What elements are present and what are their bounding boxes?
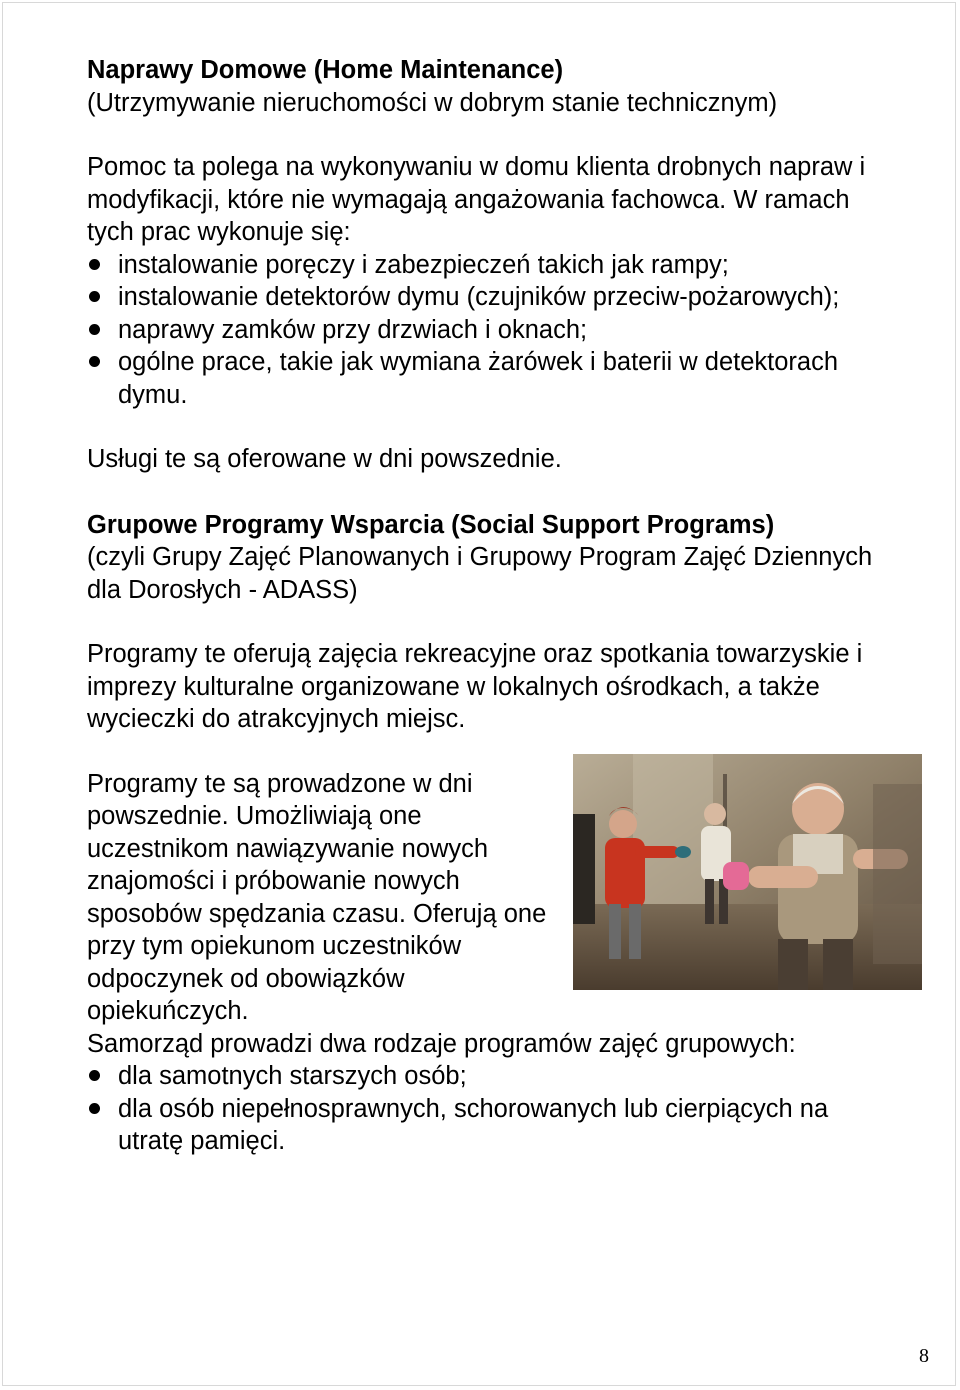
bullet-icon [89, 356, 100, 367]
bullet-icon [89, 324, 100, 335]
bullet-icon [89, 1103, 100, 1114]
list-item: instalowanie detektorów dymu (czujników przeciw-pożarowych); [87, 281, 887, 314]
home-maintenance-availability: Usługi te są oferowane w dni powszednie. [87, 445, 562, 473]
list-item: instalowanie poręczy i zabezpieczeń takich jak rampy; [87, 249, 887, 282]
program-types-intro: Samorząd prowadzi dwa rodzaje programów zajęć grupowych: [87, 1029, 796, 1058]
section-title-home-maintenance: Naprawy Domowe (Home Maintenance) [87, 56, 564, 84]
bullet-icon [89, 1070, 100, 1081]
page-number: 8 [919, 1345, 929, 1367]
list-item: naprawy zamków przy drzwiach i oknach; [87, 314, 887, 347]
photo-row [87, 768, 887, 1028]
bullet-icon [89, 259, 100, 270]
section-title-social-support: Grupowe Programy Wsparcia (Social Support Programs) [87, 510, 775, 539]
program-types-list [87, 1060, 887, 1158]
section-subtitle-social-support: (czyli Grupy Zajęć Planowanych i Grupowy Program Zajęć Dziennych dla Dorosłych - ADASS) [87, 543, 873, 604]
home-maintenance-list [87, 249, 887, 412]
home-maintenance-intro: Pomoc ta polega na wykonywaniu w domu klienta drobnych napraw i modyfikacji, które nie wymagają angażowania fachowca. W ramach tych prac wykonuje się: [87, 153, 866, 246]
section-subtitle-home-maintenance: (Utrzymywanie nieruchomości w dobrym stanie technicznym) [87, 88, 778, 117]
social-support-benefits: Programy te są prowadzone w dni powszednie. Umożliwiają one uczestnikom nawiązywanie nowych znajomości i próbowanie nowych sposobów spędzania czasu. Oferują one przy tym opiekunom uczestników odpoczynek od obowiązków opiekuńczych. [87, 769, 547, 1025]
list-item: dla osób niepełnosprawnych, schorowanych lub cierpiących na utratę pamięci. [87, 1093, 887, 1158]
seniors-exercise-photo [573, 754, 922, 990]
bullet-icon [89, 291, 100, 302]
list-item: ogólne prace, takie jak wymiana żarówek i baterii w detektorach dymu. [87, 346, 887, 411]
social-support-description: Programy te oferują zajęcia rekreacyjne oraz spotkania towarzyskie i imprezy kulturalne organizowane w lokalnych ośrodkach, a także wycieczki do atrakcyjnych miejsc. [87, 640, 863, 733]
list-item: dla samotnych starszych osób; [87, 1060, 887, 1093]
document-body [87, 54, 887, 1158]
